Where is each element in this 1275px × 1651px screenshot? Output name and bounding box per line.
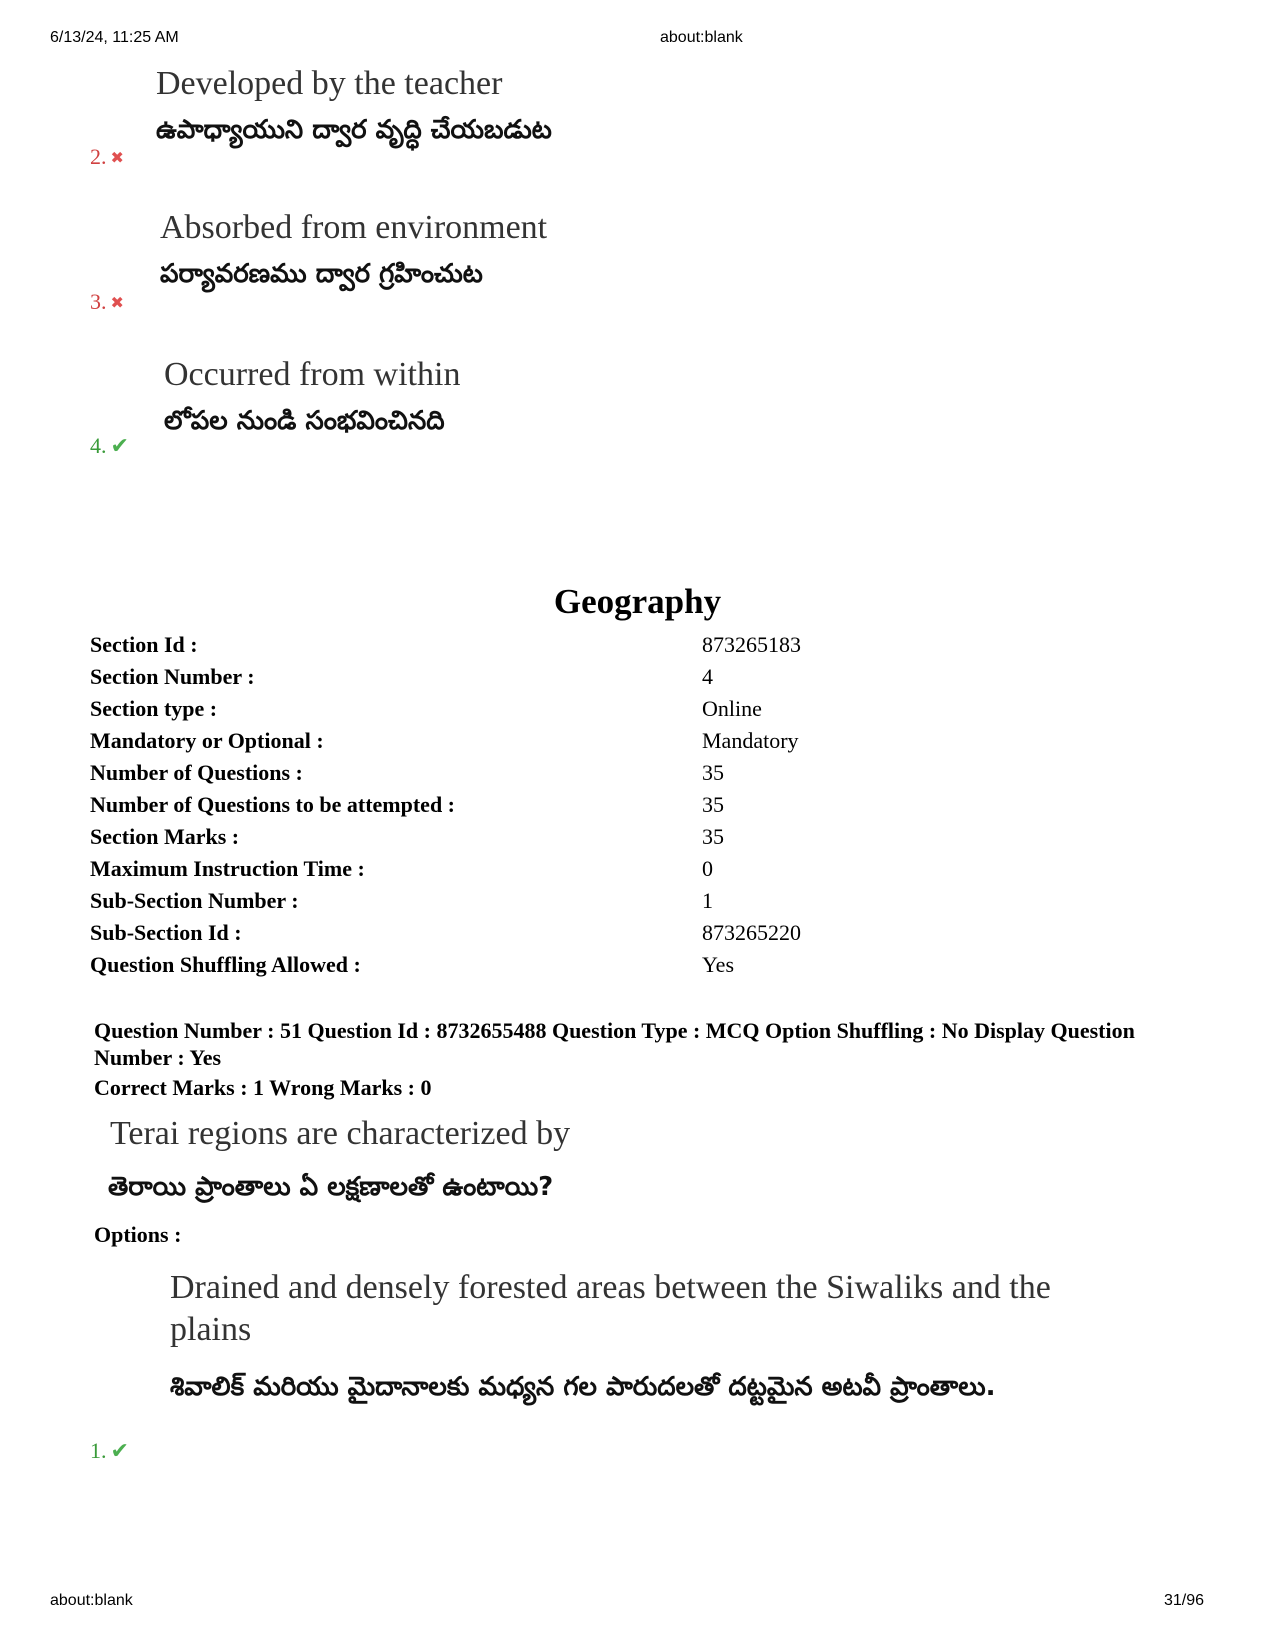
row-key: Number of Questions to be attempted :	[90, 792, 456, 817]
print-url: about:blank	[660, 29, 743, 46]
option-2-text-te: ఉపాధ్యాయుని ద్వార వృద్ధి చేయబడుట	[156, 114, 552, 145]
row-key: Sub-Section Number :	[90, 888, 299, 913]
row-value: 0	[702, 856, 713, 881]
question-marks: Correct Marks : 1 Wrong Marks : 0	[94, 1075, 432, 1100]
option-3-number	[90, 289, 124, 315]
options-label: Options :	[94, 1222, 182, 1247]
row-value: Online	[702, 696, 762, 721]
row-key: Section Id :	[90, 632, 198, 657]
option-4	[164, 355, 460, 442]
question-text-te: తెరాయి ప్రాంతాలు ఏ లక్షణాలతో ఉంటాయి?	[108, 1172, 554, 1202]
section-row	[90, 757, 850, 789]
row-value: 35	[702, 760, 724, 785]
section-row	[90, 885, 850, 917]
row-value: Mandatory	[702, 728, 799, 753]
section-row	[90, 821, 850, 853]
option-1-text-te: శివాలిక్ మరియు మైదానాలకు మధ్యన గల పారుదలతో దట్టమైన అటవీ ప్రాంతాలు.	[170, 1372, 996, 1402]
footer-url: about:blank	[50, 1592, 133, 1609]
option-3-label: 3.	[90, 289, 107, 314]
row-value: 35	[702, 824, 724, 849]
check-icon: ✔	[110, 1438, 129, 1464]
option-1-label: 1.	[90, 1438, 107, 1463]
section-row	[90, 661, 850, 693]
option-2	[156, 64, 552, 151]
row-key: Question Shuffling Allowed :	[90, 952, 361, 977]
section-details	[90, 629, 850, 981]
option-1-text-en: Drained and densely forested areas between the Siwaliks and the plains	[170, 1269, 1051, 1348]
row-key: Sub-Section Id :	[90, 920, 242, 945]
row-key: Section Marks :	[90, 824, 240, 849]
option-2-number	[90, 144, 124, 170]
question-meta: Question Number : 51 Question Id : 8732655488 Question Type : MCQ Option Shuffling : No Display Question Number : Yes	[94, 1018, 1135, 1070]
option-4-label: 4.	[90, 433, 107, 458]
check-icon: ✔	[110, 433, 129, 459]
question-text-en: Terai regions are characterized by	[110, 1115, 571, 1152]
row-key: Number of Questions :	[90, 760, 303, 785]
section-title: Geography	[553, 582, 722, 621]
option-4-text-te: లోపల నుండి సంభవించినది	[164, 405, 445, 436]
print-datetime: 6/13/24, 11:25 AM	[50, 29, 179, 46]
page-number: 31/96	[1164, 1592, 1205, 1609]
section-row	[90, 949, 850, 981]
section-row	[90, 789, 850, 821]
cross-icon: ✖	[110, 147, 124, 167]
row-value: 873265220	[702, 920, 801, 945]
row-value: 4	[702, 664, 713, 689]
section-row	[90, 629, 850, 661]
option-3	[160, 208, 547, 295]
option-2-text-en: Developed by the teacher	[156, 65, 503, 102]
option-4-number	[90, 433, 129, 459]
option-4-text-en: Occurred from within	[164, 356, 461, 393]
row-key: Section type :	[90, 696, 218, 721]
row-key: Mandatory or Optional :	[90, 728, 324, 753]
section-row	[90, 917, 850, 949]
cross-icon: ✖	[110, 292, 124, 312]
row-value: 873265183	[702, 632, 801, 657]
option-2-label: 2.	[90, 144, 107, 169]
section-row	[90, 693, 850, 725]
option-3-text-te: పర్యావరణము ద్వార గ్రహించుట	[160, 258, 483, 289]
row-value: 1	[702, 888, 713, 913]
row-key: Maximum Instruction Time :	[90, 856, 365, 881]
row-key: Section Number :	[90, 664, 255, 689]
option-1-number	[90, 1438, 129, 1464]
option-3-text-en: Absorbed from environment	[160, 209, 548, 246]
row-value: 35	[702, 792, 724, 817]
section-row	[90, 853, 850, 885]
row-value: Yes	[702, 952, 735, 977]
section-row	[90, 725, 850, 757]
